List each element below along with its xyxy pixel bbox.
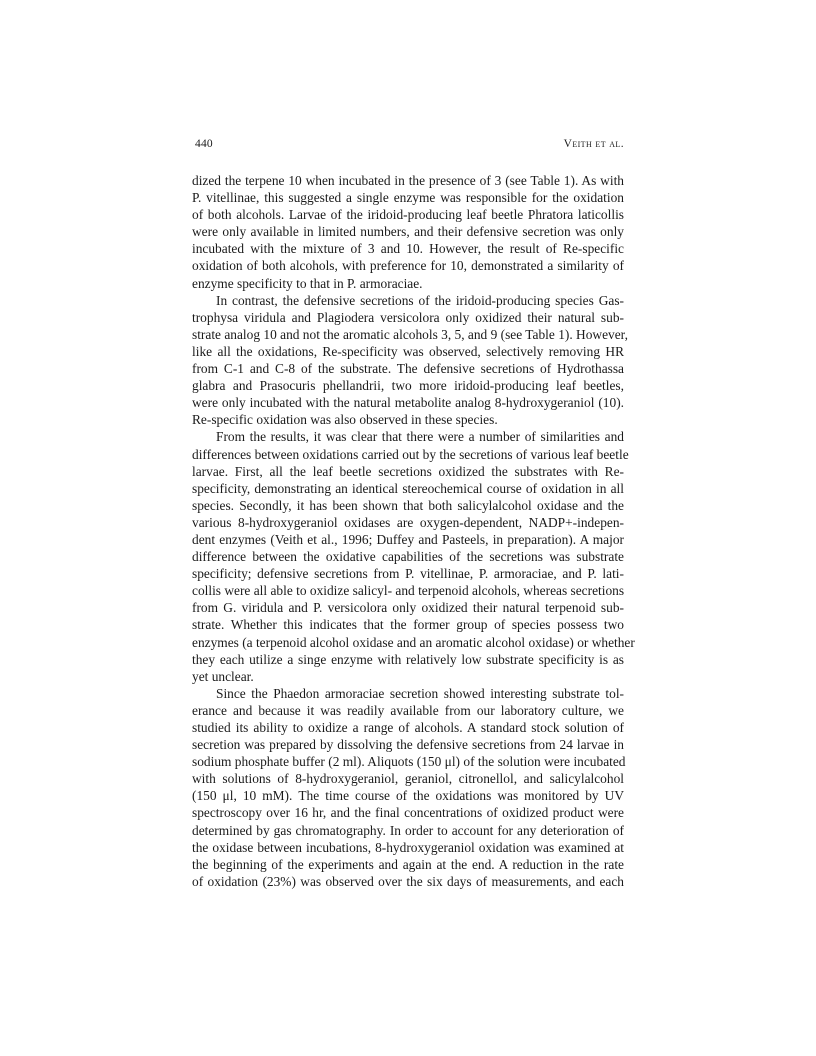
running-author: Veith et al. [563, 138, 624, 150]
text-line: P. vitellinae, this suggested a single enzyme was responsible for the oxidation [192, 190, 624, 206]
text-line: dized the terpene 10 when incubated in the presence of 3 (see Table 1). As with [192, 173, 624, 188]
text-line: various 8-hydroxygeraniol oxidases are oxygen-dependent, NADP+-indepen- [192, 514, 624, 530]
text-line: oxidation of both alcohols, with preference for 10, demonstrated a similarity of [192, 258, 624, 274]
text-line: they each utilize a singe enzyme with relatively low substrate specificity is as [192, 651, 624, 667]
text-line: the oxidase between incubations, 8-hydroxygeraniol oxidation was examined at [192, 839, 624, 855]
text-line: erance and because it was readily available from our laboratory culture, we [192, 702, 624, 718]
text-line: from C-1 and C-8 of the substrate. The defensive secretions of Hydrothassa [192, 361, 624, 377]
text-line: Since the Phaedon armoraciae secretion showed interesting substrate tol- [216, 685, 624, 701]
text-line: studied its ability to oxidize a range of alcohols. A standard stock solution of [192, 720, 624, 735]
text-line: from G. viridula and P. versicolora only oxidized their natural terpenoid sub- [192, 600, 624, 616]
text-line: species. Secondly, it has been shown that both salicylalcohol oxidase and the [192, 497, 624, 513]
text-line: like all the oxidations, Re-specificity was observed, selectively removing HR [192, 343, 624, 359]
text-line: of both alcohols. Larvae of the iridoid-producing leaf beetle Phratora laticollis [192, 207, 624, 223]
body-text [192, 172, 635, 890]
text-line: strate analog 10 and not the aromatic alcohols 3, 5, and 9 (see Table 1). However, [192, 326, 628, 342]
text-line: strate. Whether this indicates that the former group of species possess two [192, 617, 624, 633]
text-line: with solutions of 8-hydroxygeraniol, geraniol, citronellol, and salicylalcohol [192, 771, 624, 787]
text-line: (150 μl, 10 mM). The time course of the oxidations was monitored by UV [192, 788, 624, 804]
page-number: 440 [195, 138, 213, 150]
text-line: sodium phosphate buffer (2 ml). Aliquots (150 μl) of the solution were incubated [192, 754, 626, 770]
text-line: spectroscopy over 16 hr, and the final concentrations of oxidized product were [192, 805, 624, 821]
text-line: dent enzymes (Veith et al., 1996; Duffey and Pasteels, in preparation). A major [192, 531, 624, 547]
text-line: Re-specific oxidation was also observed in these species. [192, 412, 498, 428]
text-line: difference between the oxidative capabilities of the secretions was substrate [192, 549, 624, 565]
text-line: differences between oxidations carried out by the secretions of various leaf beetle [192, 446, 629, 462]
text-line: trophysa viridula and Plagiodera versicolora only oxidized their natural sub- [192, 309, 624, 325]
running-head [192, 138, 624, 160]
text-line: incubated with the mixture of 3 and 10. However, the result of Re-specific [192, 241, 624, 257]
text-line: enzyme specificity to that in P. armoraciae. [192, 275, 423, 291]
text-line: specificity; defensive secretions from P. vitellinae, P. armoraciae, and P. lati- [192, 566, 624, 582]
text-line: collis were all able to oxidize salicyl- and terpenoid alcohols, whereas secretions [192, 583, 625, 599]
paragraph [192, 292, 628, 429]
text-line: specificity, demonstrating an identical stereochemical course of oxidation in all [192, 480, 624, 496]
text-line: larvae. First, all the leaf beetle secretions oxidized the substrates with Re- [192, 463, 624, 479]
paragraph [192, 172, 624, 292]
text-line: enzymes (a terpenoid alcohol oxidase and an aromatic alcohol oxidase) or whether [192, 634, 635, 650]
text-line: of oxidation (23%) was observed over the six days of measurements, and each [192, 873, 624, 889]
text-line: glabra and Prasocuris phellandrii, two more iridoid-producing leaf beetles, [192, 378, 624, 394]
paragraph [192, 428, 635, 684]
paragraph [192, 685, 624, 890]
text-line: were only incubated with the natural metabolite analog 8-hydroxygeraniol (10). [192, 395, 624, 411]
journal-page [192, 138, 635, 890]
text-line: the beginning of the experiments and again at the end. A reduction in the rate [192, 856, 624, 872]
text-line: determined by gas chromatography. In order to account for any deterioration of [192, 822, 624, 838]
text-line: were only available in limited numbers, and their defensive secretion was only [192, 224, 624, 240]
text-line: secretion was prepared by dissolving the defensive secretions from 24 larvae in [192, 737, 624, 753]
text-line: yet unclear. [192, 668, 254, 684]
text-line: In contrast, the defensive secretions of the iridoid-producing species Gas- [216, 292, 624, 308]
text-line: From the results, it was clear that there were a number of similarities and [216, 429, 624, 445]
